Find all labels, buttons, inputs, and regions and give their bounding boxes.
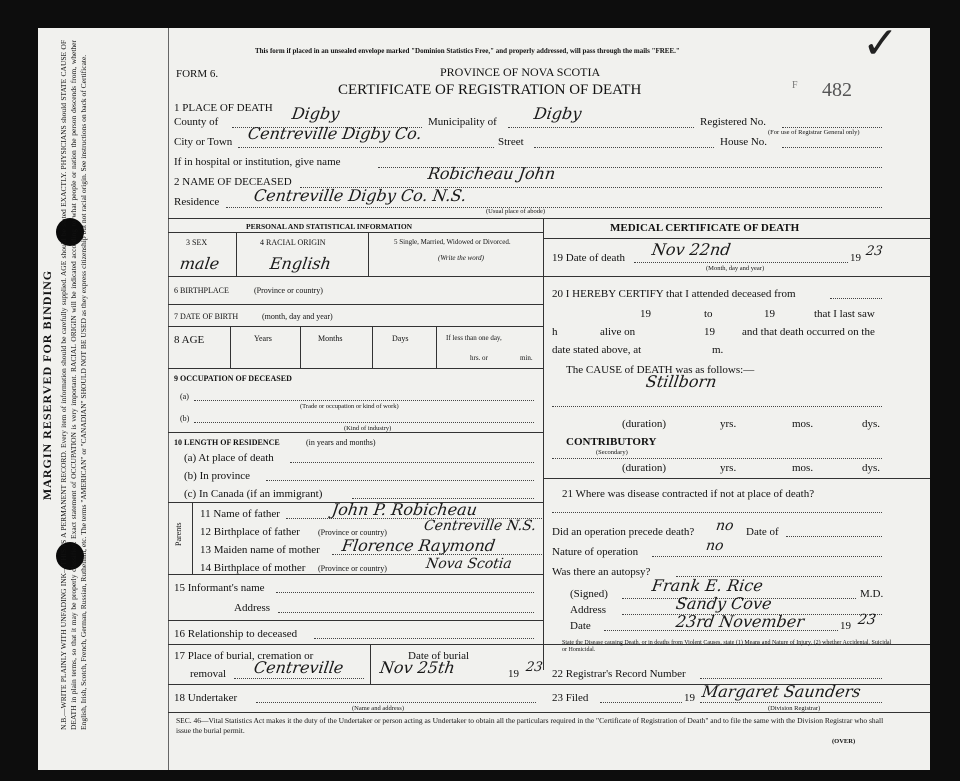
res-c-line bbox=[352, 498, 534, 499]
row-line-5 bbox=[168, 432, 543, 433]
medical-heading-line bbox=[543, 238, 930, 239]
municipality-label: Municipality of bbox=[428, 116, 497, 128]
row-line-2 bbox=[168, 304, 543, 305]
margin-text bbox=[40, 40, 164, 740]
yrs-label-2: yrs. bbox=[720, 462, 737, 474]
filed-by-line bbox=[700, 702, 882, 703]
binding-title: MARGIN RESERVED FOR BINDING bbox=[40, 269, 54, 501]
racial-value: English bbox=[268, 254, 333, 273]
certify-text: 20 I HEREBY CERTIFY that I attended deceased from bbox=[552, 288, 796, 300]
county-value: Digby bbox=[290, 104, 341, 123]
cert-m: m. bbox=[712, 344, 724, 356]
personal-heading-line bbox=[168, 232, 543, 233]
dob-note: (month, day and year) bbox=[262, 312, 333, 321]
father-birthplace-note: (Province or country) bbox=[318, 528, 387, 537]
death-year: 23 bbox=[864, 244, 884, 259]
filed-19: 19 bbox=[684, 692, 695, 704]
informant-address-label: Address bbox=[234, 602, 271, 614]
occ-a-note: (Trade or occupation or kind of work) bbox=[300, 403, 399, 410]
burial-divider bbox=[370, 644, 371, 684]
sec46-note: SEC. 46—Vital Statistics Act makes it the duty of the Undertaker or person acting as Undertaker to obtain all the particulars required in the "Certificate of Registration of Death" and to file the same with the Division Registrar who shall issue the burial permit. bbox=[176, 716, 884, 735]
age-div-3 bbox=[372, 326, 373, 368]
row-line-3 bbox=[168, 326, 543, 327]
division-registrar-note: (Division Registrar) bbox=[768, 705, 821, 712]
age-months-label: Months bbox=[318, 334, 343, 343]
row-line-1 bbox=[168, 276, 543, 277]
burial-date: Nov 25th bbox=[378, 658, 457, 677]
res-b-line bbox=[266, 480, 534, 481]
cert-to: to bbox=[704, 308, 713, 320]
date-signed: 23rd November bbox=[674, 612, 806, 631]
death-year-prefix: 19 bbox=[850, 252, 861, 264]
county-label: County of bbox=[174, 116, 219, 128]
occ-a: (a) bbox=[180, 392, 189, 401]
certificate-number: 482 bbox=[822, 79, 852, 101]
mother-birthplace-note: (Province or country) bbox=[318, 564, 387, 573]
signed-year-prefix: 19 bbox=[840, 620, 851, 632]
age-label: 8 AGE bbox=[174, 334, 205, 346]
residence-length-note: (in years and months) bbox=[306, 438, 376, 447]
registered-label: Registered No. bbox=[700, 116, 766, 128]
sex-divider bbox=[236, 232, 237, 276]
father-birthplace-label: 12 Birthplace of father bbox=[200, 526, 300, 538]
age-div-2 bbox=[300, 326, 301, 368]
contributory-label: CONTRIBUTORY bbox=[566, 436, 657, 448]
dys-label-1: dys. bbox=[862, 418, 881, 430]
informant-address-line bbox=[278, 612, 534, 613]
row-line-4 bbox=[168, 368, 543, 369]
usual-place-note: (Usual place of abode) bbox=[486, 208, 546, 215]
residence-length-label: 10 LENGTH OF RESIDENCE bbox=[174, 438, 280, 447]
registrar-record-label: 22 Registrar's Record Number bbox=[552, 668, 686, 680]
duration-label-2: (duration) bbox=[622, 462, 666, 474]
mother-label: 13 Maiden name of mother bbox=[200, 544, 320, 556]
operation-value: no bbox=[714, 518, 735, 534]
undertaker-line bbox=[256, 702, 536, 703]
medical-heading: MEDICAL CERTIFICATE OF DEATH bbox=[610, 222, 800, 234]
margin-instructions: N.B.—WRITE PLAINLY WITH UNFADING INK—THIS IS A PERMANENT RECORD. Every item of information should be carefully supplied. AGE should be stated EXACTLY. PHYSICIANS should STATE CAUSE OF DEATH in plain terms, so that it may be properly classified. Exact statement of OCCUPATION is very important. RACIAL ORIGIN will be indicated according to what people or nation the person descends from, whether English, Irish, Scotch, French, German, Russian, Ruthenian, etc. The terms "AMERICAN" or "CANADIAN" SHOULD NOT BE USED as they express citizenship but not racial origin. See instructions on back of Certificate. bbox=[59, 40, 88, 730]
certificate-paper bbox=[38, 28, 930, 770]
city-label: City or Town bbox=[174, 136, 233, 148]
cert-19a: 19 bbox=[640, 308, 651, 320]
city-line bbox=[238, 147, 494, 148]
over-note: (OVER) bbox=[832, 738, 856, 745]
date-of-death: Nov 22nd bbox=[650, 240, 733, 259]
house-line bbox=[782, 147, 882, 148]
father-label: 11 Name of father bbox=[200, 508, 280, 520]
duration-label-1: (duration) bbox=[622, 418, 666, 430]
birthplace-note: (Province or country) bbox=[254, 286, 323, 295]
operation-date-label: Date of bbox=[746, 526, 779, 538]
birthplace-label: 6 BIRTHPLACE bbox=[174, 286, 229, 295]
certify-line bbox=[830, 298, 882, 299]
burial-label: 17 Place of burial, cremation or bbox=[174, 650, 314, 662]
age-hrs: hrs. or bbox=[470, 354, 488, 362]
less-than-day: If less than one day, bbox=[446, 334, 502, 342]
date-note: (Month, day and year) bbox=[706, 265, 765, 272]
undertaker-label: 18 Undertaker bbox=[174, 692, 238, 704]
physician-signature: Frank E. Rice bbox=[650, 576, 765, 595]
occ-b-line bbox=[194, 422, 534, 423]
sex-label: 3 SEX bbox=[186, 238, 208, 247]
age-div-1 bbox=[230, 326, 231, 368]
hospital-label: If in hospital or institution, give name bbox=[174, 156, 341, 168]
burial-date-label: Date of burial bbox=[408, 650, 470, 662]
age-min: min. bbox=[520, 354, 533, 362]
check-mark-icon: ✓ bbox=[862, 19, 899, 68]
informant-label: 15 Informant's name bbox=[174, 582, 265, 594]
mother-birthplace-label: 14 Birthplace of mother bbox=[200, 562, 306, 574]
nature-label: Nature of operation bbox=[552, 546, 639, 558]
filed-by: Margaret Saunders bbox=[700, 682, 863, 701]
deceased-name-label: 2 NAME OF DECEASED bbox=[174, 176, 292, 188]
father-birthplace: Centreville N.S. bbox=[422, 518, 538, 534]
cert-date-stated: date stated above, at bbox=[552, 344, 642, 356]
dob-label: 7 DATE OF BIRTH bbox=[174, 312, 239, 321]
cert-last-saw: that I last saw bbox=[814, 308, 875, 320]
cert-19b: 19 bbox=[764, 308, 775, 320]
q21-line bbox=[552, 512, 882, 513]
form-number: FORM 6. bbox=[176, 68, 219, 80]
racial-label: 4 RACIAL ORIGIN bbox=[260, 238, 326, 247]
yrs-label-1: yrs. bbox=[720, 418, 737, 430]
top-divider bbox=[168, 218, 930, 219]
q21-label: 21 Where was disease contracted if not at place of death? bbox=[562, 488, 815, 500]
burial-place: Centreville bbox=[252, 658, 345, 677]
md-label: M.D. bbox=[860, 588, 884, 600]
operation-date-line bbox=[786, 536, 882, 537]
operation-label: Did an operation precede death? bbox=[552, 526, 695, 538]
deceased-name: Robicheau John bbox=[426, 164, 557, 183]
occupation-label: 9 OCCUPATION OF DECEASED bbox=[174, 374, 292, 383]
marital-note: (Write the word) bbox=[438, 254, 485, 262]
sex-value: male bbox=[178, 254, 221, 273]
contributory-line bbox=[552, 458, 882, 459]
medical-line-2 bbox=[543, 478, 930, 479]
number-prefix: F bbox=[792, 80, 798, 91]
mother-birthplace: Nova Scotia bbox=[424, 556, 513, 572]
cause-line bbox=[552, 406, 882, 407]
cert-h: h bbox=[552, 326, 558, 338]
res-a-line bbox=[290, 462, 534, 463]
registrar-record-line bbox=[700, 678, 882, 679]
nature-line bbox=[652, 556, 882, 557]
mos-label-1: mos. bbox=[792, 418, 814, 430]
street-line bbox=[534, 147, 714, 148]
province-heading: PROVINCE OF NOVA SCOTIA bbox=[440, 65, 601, 79]
municipality-line bbox=[508, 127, 694, 128]
center-divider bbox=[543, 218, 544, 670]
medical-line-1 bbox=[543, 276, 930, 277]
personal-heading: PERSONAL AND STATISTICAL INFORMATION bbox=[246, 222, 413, 231]
residence-label: Residence bbox=[174, 196, 220, 208]
cert-19c: 19 bbox=[704, 326, 715, 338]
res-a-label: (a) At place of death bbox=[184, 452, 274, 464]
relationship-line bbox=[314, 638, 534, 639]
registrar-note: (For use of Registrar General only) bbox=[768, 129, 860, 136]
parents-label: Parents bbox=[174, 522, 183, 546]
row-line-7 bbox=[168, 574, 543, 575]
parents-divider bbox=[192, 502, 193, 574]
mail-note: This form if placed in an unsealed envelope marked "Dominion Statistics Free," and properly addressed, will pass through the mails "FREE." bbox=[255, 47, 680, 55]
municipality-value: Digby bbox=[532, 104, 583, 123]
signed-year: 23 bbox=[856, 612, 877, 628]
violent-note: State the Disease causing Death, or in deaths from Violent Causes, state (1) Means and Nature of Injury, (2) whether Accidental, Suicidal or Homicidal. bbox=[562, 640, 892, 653]
street-label: Street bbox=[498, 136, 524, 148]
autopsy-label: Was there an autopsy? bbox=[552, 566, 651, 578]
nature-value: no bbox=[704, 538, 725, 554]
age-years-label: Years bbox=[254, 334, 272, 343]
signed-label: (Signed) bbox=[570, 588, 608, 600]
res-b-label: (b) In province bbox=[184, 470, 250, 482]
residence-line bbox=[226, 207, 882, 208]
age-days-label: Days bbox=[392, 334, 409, 343]
filed-label: 23 Filed bbox=[552, 692, 589, 704]
address-label: Address bbox=[570, 604, 607, 616]
certificate-title: CERTIFICATE OF REGISTRATION OF DEATH bbox=[338, 82, 642, 98]
father-name: John P. Robicheau bbox=[330, 500, 479, 519]
cert-occurred: and that death occurred on the bbox=[742, 326, 875, 338]
filed-line bbox=[600, 702, 682, 703]
residence-value: Centreville Digby Co. N.S. bbox=[252, 186, 468, 205]
city-value: Centreville Digby Co. bbox=[246, 124, 424, 143]
racial-divider bbox=[368, 232, 369, 276]
mother-name: Florence Raymond bbox=[340, 536, 497, 555]
cause-label: The CAUSE of DEATH was as follows:— bbox=[566, 364, 755, 376]
place-heading: 1 PLACE OF DEATH bbox=[174, 102, 273, 114]
marital-label: 5 Single, Married, Widowed or Divorced. bbox=[394, 238, 511, 246]
occ-a-line bbox=[194, 400, 534, 401]
mos-label-2: mos. bbox=[792, 462, 814, 474]
burial-year-prefix: 19 bbox=[508, 668, 519, 680]
date-of-death-line bbox=[634, 262, 848, 263]
date-signed-label: Date bbox=[570, 620, 591, 632]
relationship-label: 16 Relationship to deceased bbox=[174, 628, 298, 640]
age-div-4 bbox=[436, 326, 437, 368]
informant-line bbox=[276, 592, 534, 593]
res-c-label: (c) In Canada (if an immigrant) bbox=[184, 488, 323, 500]
row-line-8 bbox=[168, 620, 543, 621]
dys-label-2: dys. bbox=[862, 462, 881, 474]
removal-label: removal bbox=[190, 668, 227, 680]
cert-alive: alive on bbox=[600, 326, 636, 338]
occ-b: (b) bbox=[180, 414, 190, 423]
house-label: House No. bbox=[720, 136, 768, 148]
secondary-note: (Secondary) bbox=[596, 449, 628, 456]
cause-of-death: Stillborn bbox=[644, 372, 718, 391]
occ-b-note: (Kind of industry) bbox=[344, 425, 392, 432]
physician-address: Sandy Cove bbox=[674, 594, 773, 613]
burial-year: 23 bbox=[524, 660, 544, 675]
date-of-death-label: 19 Date of death bbox=[552, 252, 625, 264]
undertaker-note: (Name and address) bbox=[352, 705, 404, 712]
burial-place-line bbox=[234, 678, 364, 679]
